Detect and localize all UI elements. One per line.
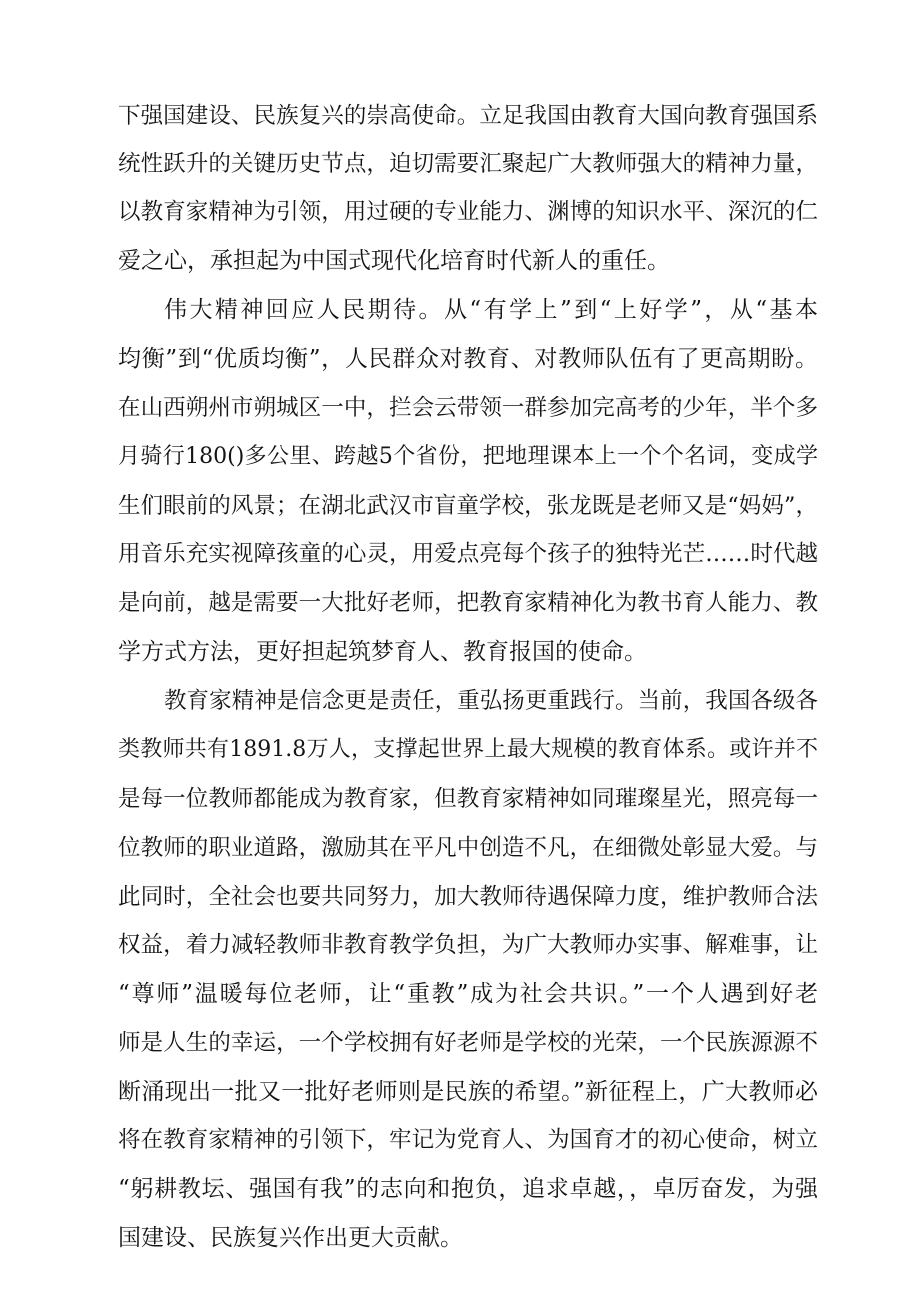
paragraph-1-line-2: 统性跃升的关键历史节点，迫切需要汇聚起广大教师强大的精神力量， bbox=[118, 151, 818, 177]
paragraph-3-line-8: 师是人生的幸运，一个学校拥有好老师是学校的光荣，一个民族源源不 bbox=[118, 1030, 818, 1056]
paragraph-3-line-10: 将在教育家精神的引领下，牢记为党育人、为国育才的初心使命，树立 bbox=[118, 1127, 818, 1153]
paragraph-3-line-1: 教育家精神是信念更是责任，重弘扬更重践行。当前，我国各级各 bbox=[164, 688, 818, 714]
paragraph-3-line-11: “躬耕教坛、强国有我”的志向和抱负，追求卓越，，卓厉奋发，为强 bbox=[118, 1176, 818, 1202]
paragraph-3-line-7: “尊师”温暖每位老师，让“重教”成为社会共识。”一个人遇到好老 bbox=[118, 981, 818, 1007]
paragraph-2-line-1: 伟大精神回应人民期待。从“有学上”到“上好学”，从“基本 bbox=[164, 297, 818, 323]
paragraph-3-line-9: 断涌现出一批又一批好老师则是民族的希望。”新征程上，广大教师必 bbox=[118, 1079, 818, 1105]
paragraph-3-line-3: 是每一位教师都能成为教育家，但教育家精神如同璀璨星光，照亮每一 bbox=[118, 786, 818, 812]
paragraph-1-line-4: 爱之心，承担起为中国式现代化培育时代新人的重任。 bbox=[118, 248, 670, 274]
paragraph-3-line-5: 此同时，全社会也要共同努力，加大教师待遇保障力度，维护教师合法 bbox=[118, 884, 818, 910]
paragraph-3-line-4: 位教师的职业道路，激励其在平凡中创造不凡，在细微处彰显大爱。与 bbox=[118, 835, 818, 861]
paragraph-2-line-7: 是向前，越是需要一大批好老师，把教育家精神化为教书育人能力、教 bbox=[118, 590, 818, 616]
paragraph-2-line-4: 月骑行180()多公里、跨越5个省份，把地理课本上一个个名词，变成学 bbox=[118, 444, 818, 469]
paragraph-2-line-3: 在山西朔州市朔城区一中，拦会云带领一群参加完高考的少年，半个多 bbox=[118, 395, 818, 421]
paragraph-3-line-12: 国建设、民族复兴作出更大贡献。 bbox=[118, 1225, 463, 1251]
paragraph-2-line-6: 用音乐充实视障孩童的心灵，用爱点亮每个孩子的独特光芒……时代越 bbox=[118, 541, 818, 567]
paragraph-2-line-5: 生们眼前的风景；在湖北武汉市盲童学校，张龙既是老师又是“妈妈”， bbox=[118, 493, 818, 519]
paragraph-2-line-2: 均衡”到“优质均衡”，人民群众对教育、对教师队伍有了更高期盼。 bbox=[118, 346, 818, 372]
paragraph-1-line-3: 以教育家精神为引领，用过硬的专业能力、渊博的知识水平、深沉的仁 bbox=[118, 199, 818, 225]
paragraph-2-line-8: 学方式方法，更好担起筑梦育人、教育报国的使命。 bbox=[118, 639, 647, 665]
paragraph-3-line-6: 权益，着力减轻教师非教育教学负担，为广大教师办实事、解难事，让 bbox=[118, 932, 818, 958]
paragraph-1-line-1: 下强国建设、民族复兴的崇高使命。立足我国由教育大国向教育强国系 bbox=[118, 103, 818, 129]
paragraph-3-line-2: 类教师共有1891.8万人，支撑起世界上最大规模的教育体系。或许并不 bbox=[118, 737, 818, 762]
